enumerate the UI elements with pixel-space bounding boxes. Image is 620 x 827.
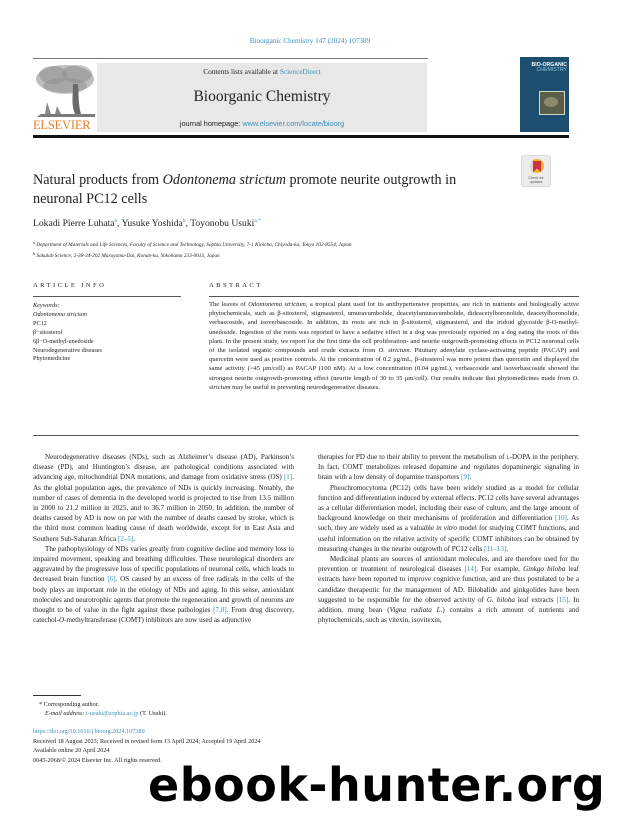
keyword: 6β−O-methyl-unedoside bbox=[33, 337, 94, 345]
abstract-bottom-rule bbox=[33, 435, 579, 436]
affil-mark: b bbox=[33, 250, 36, 256]
header-divider bbox=[33, 58, 428, 59]
footnote-rule bbox=[33, 695, 81, 696]
corresponding-label: Corresponding author. bbox=[43, 701, 99, 708]
author-affil-mark[interactable]: a,* bbox=[254, 218, 261, 224]
citation-link[interactable]: [9] bbox=[461, 473, 470, 482]
author-affil-mark[interactable]: a bbox=[114, 218, 117, 224]
title-species: Odontonema strictum bbox=[162, 172, 286, 188]
homepage-line bbox=[97, 119, 427, 128]
email-label: E-mail address: bbox=[45, 710, 85, 717]
citation-link[interactable]: [1] bbox=[283, 473, 293, 482]
abstract-rule bbox=[209, 296, 579, 297]
body-paragraph: therapies for PD due to their ability to prevent the metabolism of l-DOPA in the periphery. In fact, COMT metabolizes released dopamine and regulates dopaminergic signaling in brain with a low density of dopamine transporters [9]. bbox=[318, 453, 579, 482]
masthead-bottom-rule bbox=[33, 135, 569, 138]
journal-cover-thumbnail[interactable] bbox=[520, 57, 569, 132]
affiliation-item bbox=[33, 239, 352, 250]
email-link[interactable]: t-usuki@sophia.ac.jp bbox=[86, 710, 139, 717]
article-info-heading: ARTICLE INFO bbox=[33, 282, 107, 289]
email-suffix: (T. Usuki). bbox=[138, 710, 167, 717]
keyword: β−sitosterol bbox=[33, 328, 63, 336]
citation-link[interactable]: [6] bbox=[107, 575, 116, 584]
citation-link[interactable]: [2–5] bbox=[117, 534, 134, 543]
affil-text: Department of Materials and Life Sciences, Faculty of Science and Technology, Sophia University, 7-1 Kioicho, Chiyoda-ku, Tokyo 102-8554, Japan bbox=[36, 242, 352, 248]
citation-link[interactable]: [10] bbox=[555, 514, 567, 523]
author-affil-mark[interactable]: b bbox=[182, 218, 186, 224]
corresponding-author-footnote bbox=[33, 700, 167, 718]
watermark-text: ebook-hunter.org bbox=[148, 758, 606, 812]
sciencedirect-link[interactable]: ScienceDirect bbox=[279, 67, 321, 76]
affiliation-item bbox=[33, 250, 352, 261]
keywords-label: Keywords: bbox=[33, 302, 60, 309]
body-column-left bbox=[33, 452, 294, 625]
cover-title-line1: BIO-ORGANIC bbox=[531, 62, 567, 68]
cover-title bbox=[522, 63, 567, 74]
author-name[interactable]: Toyonobu Usuki bbox=[190, 218, 255, 229]
contents-line bbox=[97, 67, 427, 76]
body-paragraph: Pheochromocytoma (PC12) cells have been widely studied as a model for cellular function and differentiation induced by external effects. PC12 cells have several advantages as a cellular differentiation model, including their ease of culture, and the large amount of background knowledge on their mechanisms of proliferation and differentiation [10]. As such, they are widely used as a valuable in vitro model for studying COMT functions, and useful information on the relative activity of specific COMT inhibitors can be obtained by measuring changes in the neurite outgrowth of PC12 cells [11–13]. bbox=[318, 483, 579, 553]
article-title bbox=[33, 171, 503, 209]
cover-image bbox=[539, 91, 565, 115]
keywords-list bbox=[33, 302, 102, 364]
elsevier-wordmark: ELSEVIER bbox=[33, 118, 91, 132]
body-column-right bbox=[318, 452, 579, 625]
author-name[interactable]: Yusuke Yoshida bbox=[121, 218, 183, 229]
author-name[interactable]: Lokadi Pierre Luhata bbox=[33, 218, 115, 229]
article-history: Received 18 August 2023; Received in revised form 13 April 2024; Accepted 19 April 2024 bbox=[33, 737, 261, 745]
journal-masthead bbox=[97, 63, 427, 132]
keyword: PC12 bbox=[33, 319, 47, 327]
homepage-prefix: journal homepage: bbox=[179, 119, 243, 128]
footnote-mark: * bbox=[39, 701, 43, 708]
citation-link[interactable]: [11–13] bbox=[484, 544, 507, 553]
check-updates-line1: Check for bbox=[528, 176, 544, 180]
keyword: Phytomedicine bbox=[33, 355, 71, 363]
check-updates-line2: updates bbox=[529, 180, 543, 184]
check-updates-label bbox=[522, 176, 550, 184]
article-info-rule bbox=[33, 296, 181, 297]
title-part: promote neurite outgrowth in neuronal PC12 cells bbox=[33, 172, 457, 207]
body-paragraph: Medicinal plants are sources of antioxidant molecules, and are therefore used for the prevention or treatment of neurological diseases [14]. For example, Ginkgo biloba leaf extracts have been reported to improve cognitive function, and are thus postulated to be a candidate therapeutic for the management of AD. Bilobalide and ginkgolides have been suggested to be responsible for the observed activity of G. biloba leaf extracts [15]. In addition, mung bean (Vigna radiata L.) contains a rich amount of nutrients and phytochemicals, such as vitexin, isovitexin, bbox=[318, 555, 580, 625]
citation-link[interactable]: [15] bbox=[556, 595, 569, 604]
title-part: Natural products from bbox=[33, 172, 163, 188]
abstract-text: The leaves of Odontonema strictum, a tropical plant used for its antihypertensive properties, are rich in nutrients and biologically active phytochemicals, such as β-sitosterol, stigmasterol, umuravumbolide, deacetylumuravumbolide, dideacetylboronolide, deacetylboronolide, verbascoside, and isoverbascoside. In addition, its roots are rich in β-sitosterol, stigmasterol, and the iridoid glycoside β-O-methyl-unedoside. Ingestion of the roots was reported to have a sedative effect in a dog was previously reported on a dog eating the roots of this plant. In the present study, we report for the first time the cell proliferation- and neurite outgrowth-promoting effects in PC12 neuronal cells of the isolated organic compounds and crude extracts from O. strictum. Pituitary adenylate cyclase-activating peptide (PACAP) and quercetin were used as positive controls. At the concentration of 0.2 μg/mL, β-sitosterol was more potent than quercetin and displayed the same activity (>45 μm/cell) as PACAP (100 nM). At a low concentration (0.04 μg/mL), verbascoside and isoverbascoside showed the strongest neurite outgrowth-promoting effect (neurite length of 30 to 35 μm/cell). Our results indicate that phytomedicines made from O. strictum may be useful in preventing neurodegenerative diseases. bbox=[209, 301, 579, 391]
elsevier-tree-icon bbox=[33, 62, 98, 118]
contents-prefix: Contents lists available at bbox=[203, 67, 280, 76]
available-online: Available online 20 April 2024 bbox=[33, 747, 110, 755]
body-paragraph: The pathophysiology of NDs varies greatly from cognitive decline and memory loss to impaired movement, speaking and breathing difficulties. These neurological disorders are aggravated by the progressive loss of specific populations of neuronal cells, which leads to decreased brain function [6]. OS caused by an excess of free radicals in the cells of the body plays an important role in the etiology of NDs and aging. In this sense, antioxidant molecules and neurotrophic agents that promote the regeneration and growth of neurons are thought to be of value in the fight against these pathologies [7,8]. From drug discovery, catechol-O-methyltransferase (COMT) inhibitors are now used as adjunctive bbox=[33, 544, 295, 625]
affiliations bbox=[33, 239, 352, 260]
abstract-heading: ABSTRACT bbox=[209, 282, 263, 289]
citation-link[interactable]: [7,8] bbox=[213, 606, 227, 615]
cover-title-line2: CHEMISTRY bbox=[536, 67, 567, 74]
keyword: Neurodegenerative diseases bbox=[33, 346, 102, 354]
affil-mark: a bbox=[33, 240, 35, 245]
check-for-updates-button[interactable] bbox=[521, 155, 551, 187]
copyright: 0045-2068/© 2024 Elsevier Inc. All rights reserved. bbox=[33, 756, 162, 764]
author-list: Lokadi Pierre Luhata$^a$, Yusuke Yoshida$^b$, Toyonobu Usuki$^{a,*}$ bbox=[33, 218, 261, 229]
body-paragraph: Neurodegenerative diseases (NDs), such as Alzheimer’s disease (AD), Parkinson’s disease (PD), and Huntington’s disease, are pathological conditions associated with advancing age, mitochondrial DNA mutations, and damage from oxidative stress (OS) [1]. As the global population ages, the prevalence of NDs is quickly increasing. Notably, the number of cases of dementia in the developed world is projected to rise from 13.5 million in 2000 to 21.2 million in 2025, and to 36.7 million in 2050. In addition, the number of deaths caused by AD is now on par with the number of deaths caused by stroke, which is the third most common leading cause of death worldwide, except for in East Asia and Southern Sub-Saharan Africa [2–5]. bbox=[33, 453, 294, 543]
homepage-link[interactable]: www.elsevier.com/locate/bioorg bbox=[242, 119, 345, 128]
keyword: Odontonema strictum bbox=[33, 310, 87, 318]
affil-text: Sakulab Science, 2-38-34-202 Maruyama-Dai, Konan-ku, Yokohama 233-0013, Japan bbox=[36, 252, 220, 259]
citation-link[interactable]: [14] bbox=[464, 565, 477, 574]
running-head[interactable]: Bioorganic Chemistry 147 (2024) 107389 bbox=[249, 37, 371, 45]
doi-link[interactable]: https://doi.org/10.1016/j.bioorg.2024.107389 bbox=[33, 728, 145, 735]
elsevier-logo[interactable] bbox=[33, 62, 98, 133]
journal-title[interactable]: Bioorganic Chemistry bbox=[193, 88, 331, 105]
